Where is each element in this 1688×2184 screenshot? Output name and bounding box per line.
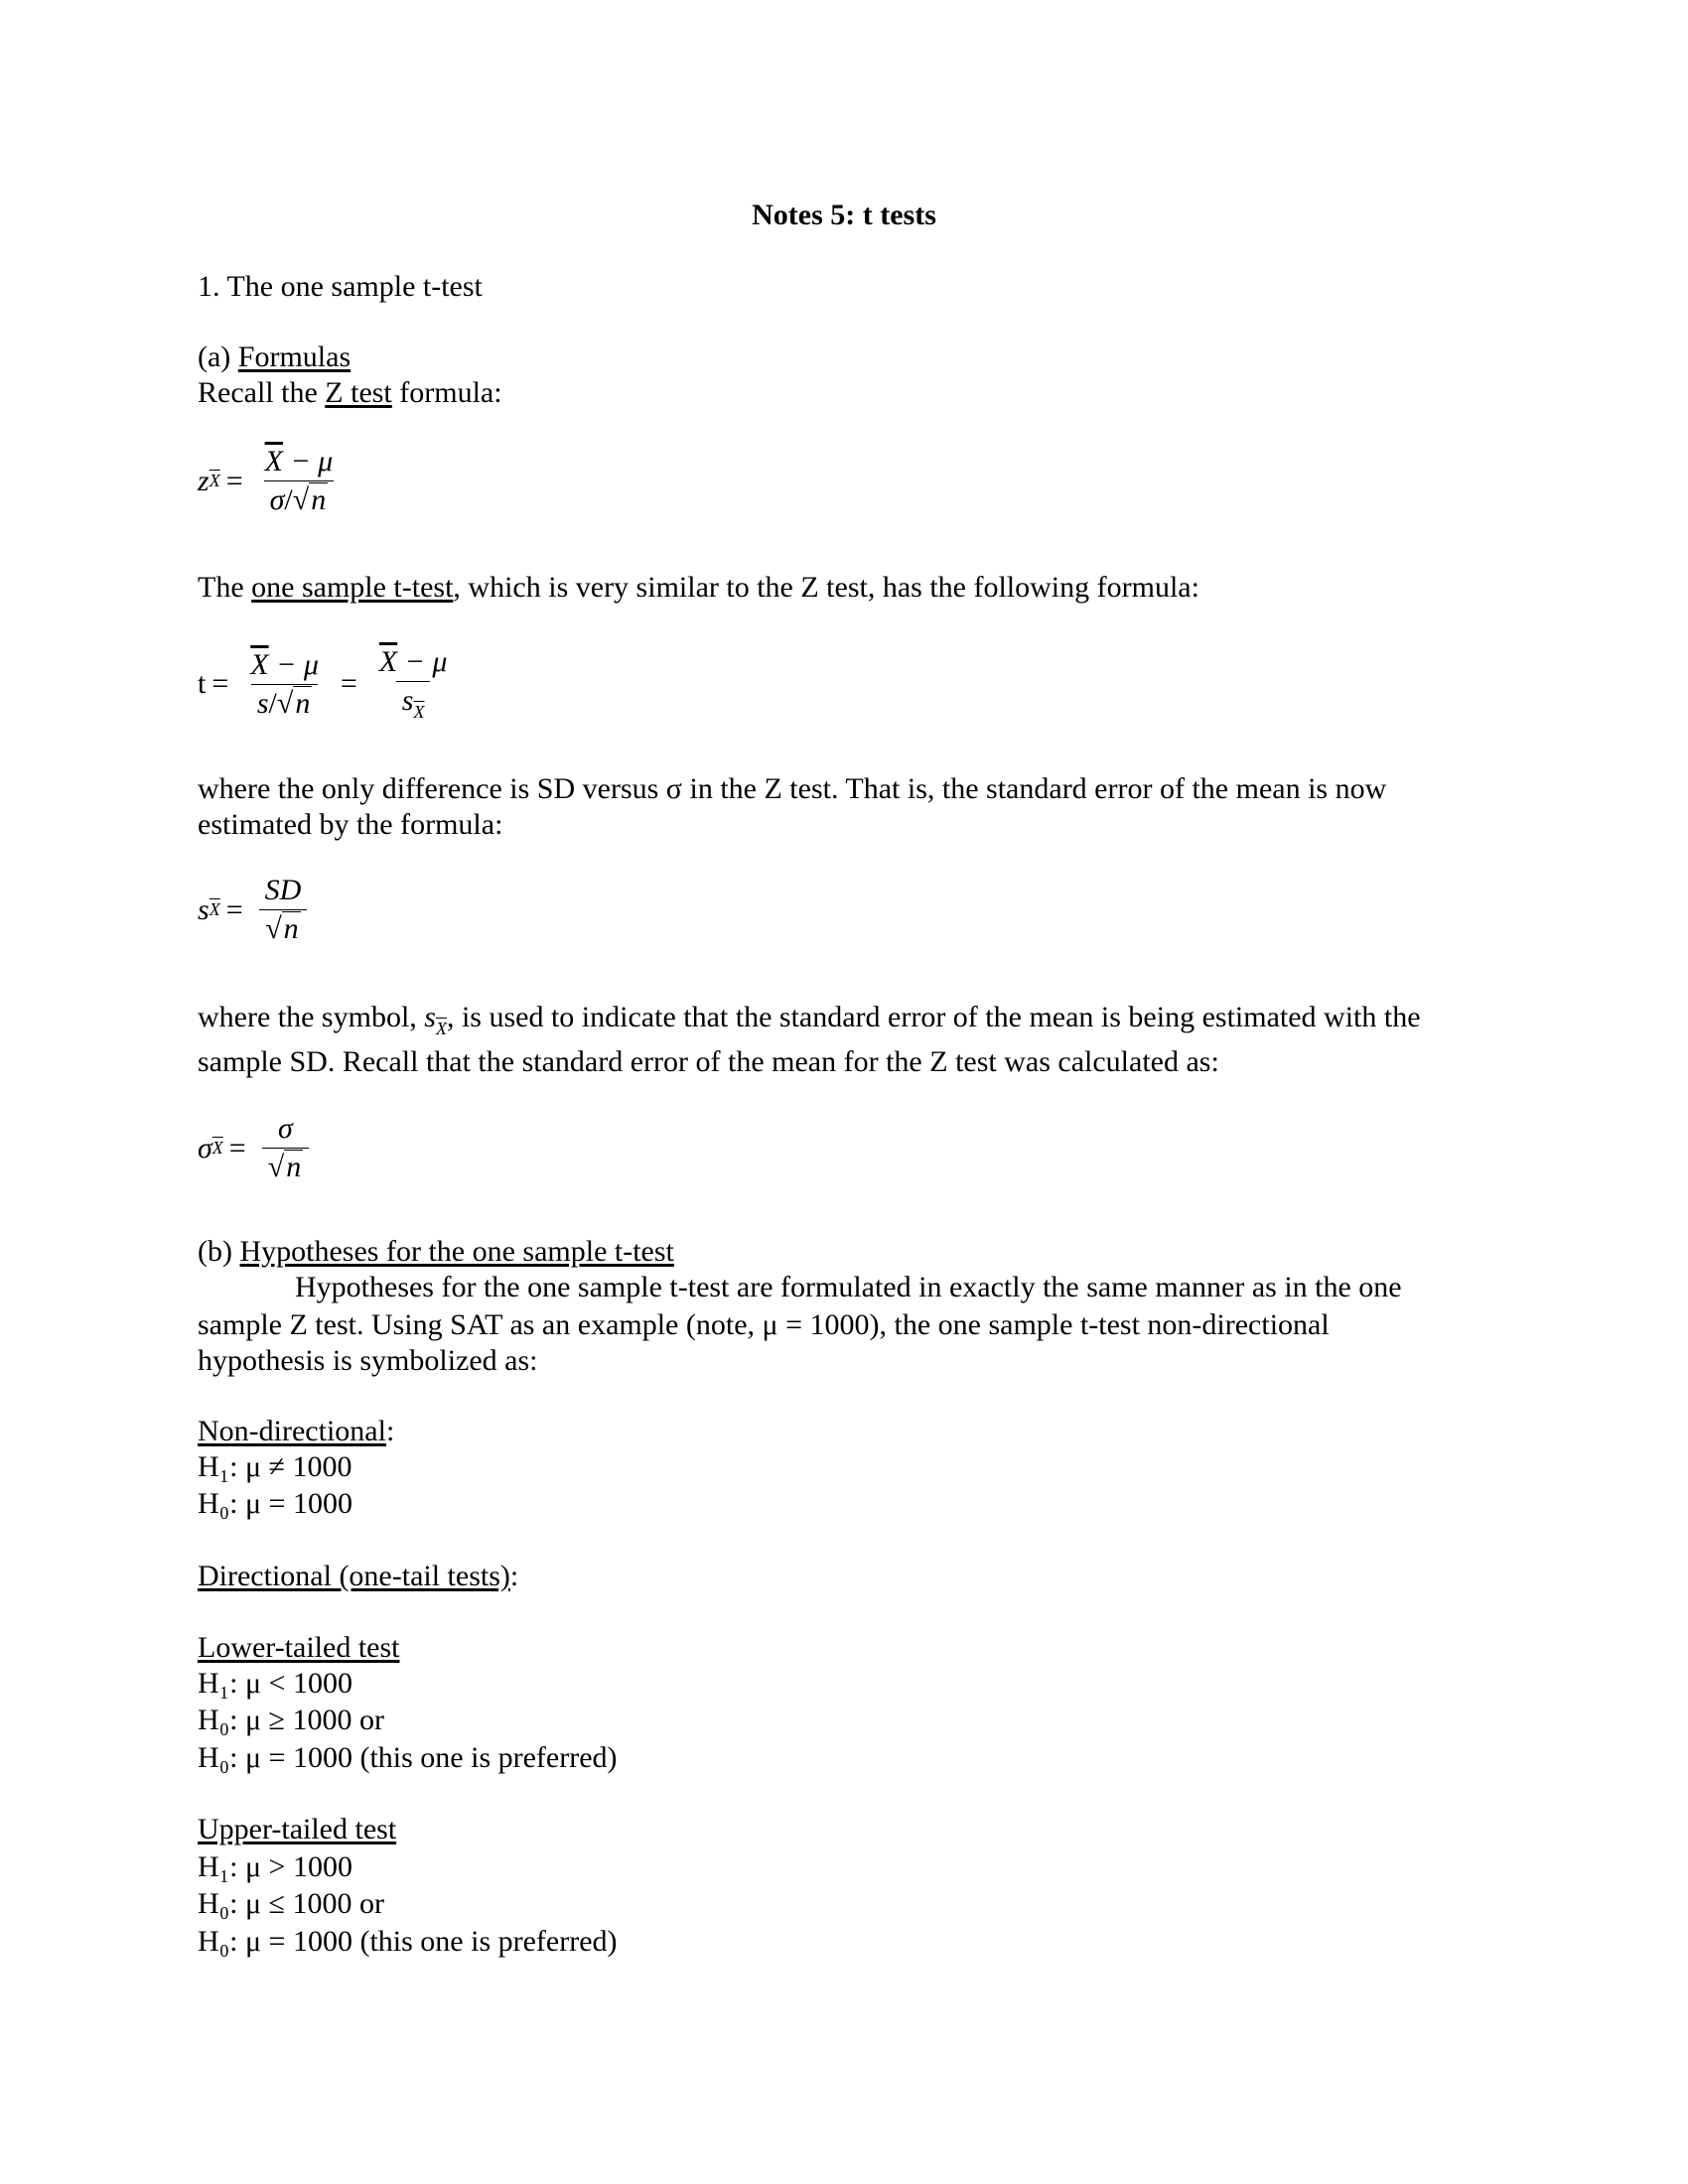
hypothesis: H₀: μ = 1000 (this one is preferred) (198, 1741, 618, 1774)
upper-tailed-heading (198, 1812, 396, 1847)
paragraph-line (198, 1000, 1421, 1046)
hypothesis: H₁: μ < 1000 (198, 1667, 352, 1700)
hypothesis: H₀: μ ≥ 1000 or (198, 1704, 384, 1736)
equals: = (225, 892, 243, 926)
math-sd: SD (264, 874, 302, 906)
label: Lower-tailed test (198, 1631, 400, 1664)
paragraph-line: where the only difference is SD versus σ in the Z test. That is, the standard error of the mean is now (198, 772, 1387, 805)
paragraph-line: estimated by the formula: (198, 808, 503, 841)
hypothesis: H₁: μ > 1000 (198, 1850, 352, 1883)
subsection-label: Hypotheses for the one sample t-test (239, 1235, 674, 1268)
fraction (373, 645, 454, 723)
math-s: s (256, 686, 269, 720)
math-x: $\overline{X}$ (378, 645, 398, 678)
math-x: $\overline{X}$ (250, 647, 269, 681)
math-x: $\overline{X}$ (264, 445, 283, 478)
math-z: z (198, 464, 210, 497)
standard-error-formula (198, 874, 317, 946)
math-s: s (401, 684, 414, 717)
sqrt-icon: √ (292, 483, 310, 516)
sqrt-icon: √ (265, 912, 282, 945)
equals: = (211, 667, 229, 700)
math-slash: / (284, 483, 293, 516)
prefix: (a) (198, 341, 238, 373)
z-formula (198, 445, 349, 517)
math-s: s (424, 1001, 436, 1033)
math-n: n (286, 1151, 302, 1183)
math-x: $\overline{X}$ (211, 1138, 223, 1158)
text: The (198, 571, 252, 604)
equals: = (340, 667, 357, 700)
math-mu: − μ (397, 645, 448, 678)
math-mu: − μ (282, 445, 334, 478)
text: Recall the (198, 376, 326, 409)
hypothesis: H₁: μ ≠ 1000 (198, 1450, 352, 1483)
math-x: $\overline{X}$ (209, 899, 220, 919)
paragraph-line: Hypotheses for the one sample t-test are formulated in exactly the same manner as in the one (295, 1271, 1402, 1303)
fraction (259, 445, 340, 517)
math-sigma: σ (198, 1131, 212, 1164)
sigma-formula (198, 1112, 319, 1184)
label: Directional (one-tail tests) (198, 1560, 510, 1592)
math-sigma: σ (278, 1112, 293, 1145)
directional-heading (198, 1559, 518, 1594)
page-title: Notes 5: t tests (752, 199, 936, 231)
paragraph-line: sample Z test. Using SAT as an example (note, μ = 1000), the one sample t-test non-directional (198, 1308, 1330, 1341)
math-x: X (435, 1019, 447, 1038)
math-mu: − μ (268, 647, 319, 681)
fraction (259, 874, 308, 946)
math-t: t (198, 667, 207, 700)
subsection-label: Formulas (237, 341, 352, 373)
subsection-a (198, 340, 351, 375)
text: , which is very similar to the Z test, has the following formula: (453, 571, 1199, 604)
section-heading: 1. The one sample t-test (198, 270, 483, 303)
t-formula (198, 645, 463, 723)
sqrt-icon: √ (267, 1151, 285, 1183)
subsection-b (198, 1234, 674, 1270)
paragraph-line: hypothesis is symbolized as: (198, 1344, 538, 1377)
label: Upper-tailed test (198, 1813, 397, 1845)
math-x: $\overline{X}$ (209, 471, 220, 490)
math-s: s (198, 892, 210, 926)
prefix: (b) (198, 1235, 240, 1268)
hypothesis: H₀: μ = 1000 (198, 1487, 352, 1520)
math-n: n (311, 483, 327, 516)
hypothesis: H₀: μ ≤ 1000 or (198, 1887, 384, 1920)
term: Z test (325, 376, 392, 409)
colon: : (385, 1415, 395, 1447)
math-n: n (295, 686, 311, 720)
fraction (244, 648, 325, 721)
equals: = (228, 1131, 246, 1164)
lower-tailed-heading (198, 1630, 399, 1666)
text: , is used to indicate that the standard error of the mean is being estimated with the (446, 1001, 1421, 1033)
sqrt-icon: √ (276, 686, 294, 720)
math-n: n (283, 912, 299, 945)
fraction (262, 1112, 309, 1184)
paragraph (198, 375, 502, 411)
term: one sample t-test (251, 571, 454, 604)
text: where the symbol, (198, 1001, 425, 1033)
paragraph (198, 570, 1199, 606)
hypothesis: H₀: μ = 1000 (this one is preferred) (198, 1925, 618, 1958)
paragraph-line: sample SD. Recall that the standard error of the mean for the Z test was calculated as: (198, 1045, 1219, 1078)
colon: : (509, 1560, 519, 1592)
math-x: X (413, 702, 425, 722)
text: formula: (391, 376, 502, 409)
nondirectional-heading (198, 1414, 394, 1449)
equals: = (225, 464, 243, 497)
label: Non-directional (198, 1415, 386, 1447)
math-slash: / (268, 686, 277, 720)
math-sigma: σ (269, 483, 285, 516)
